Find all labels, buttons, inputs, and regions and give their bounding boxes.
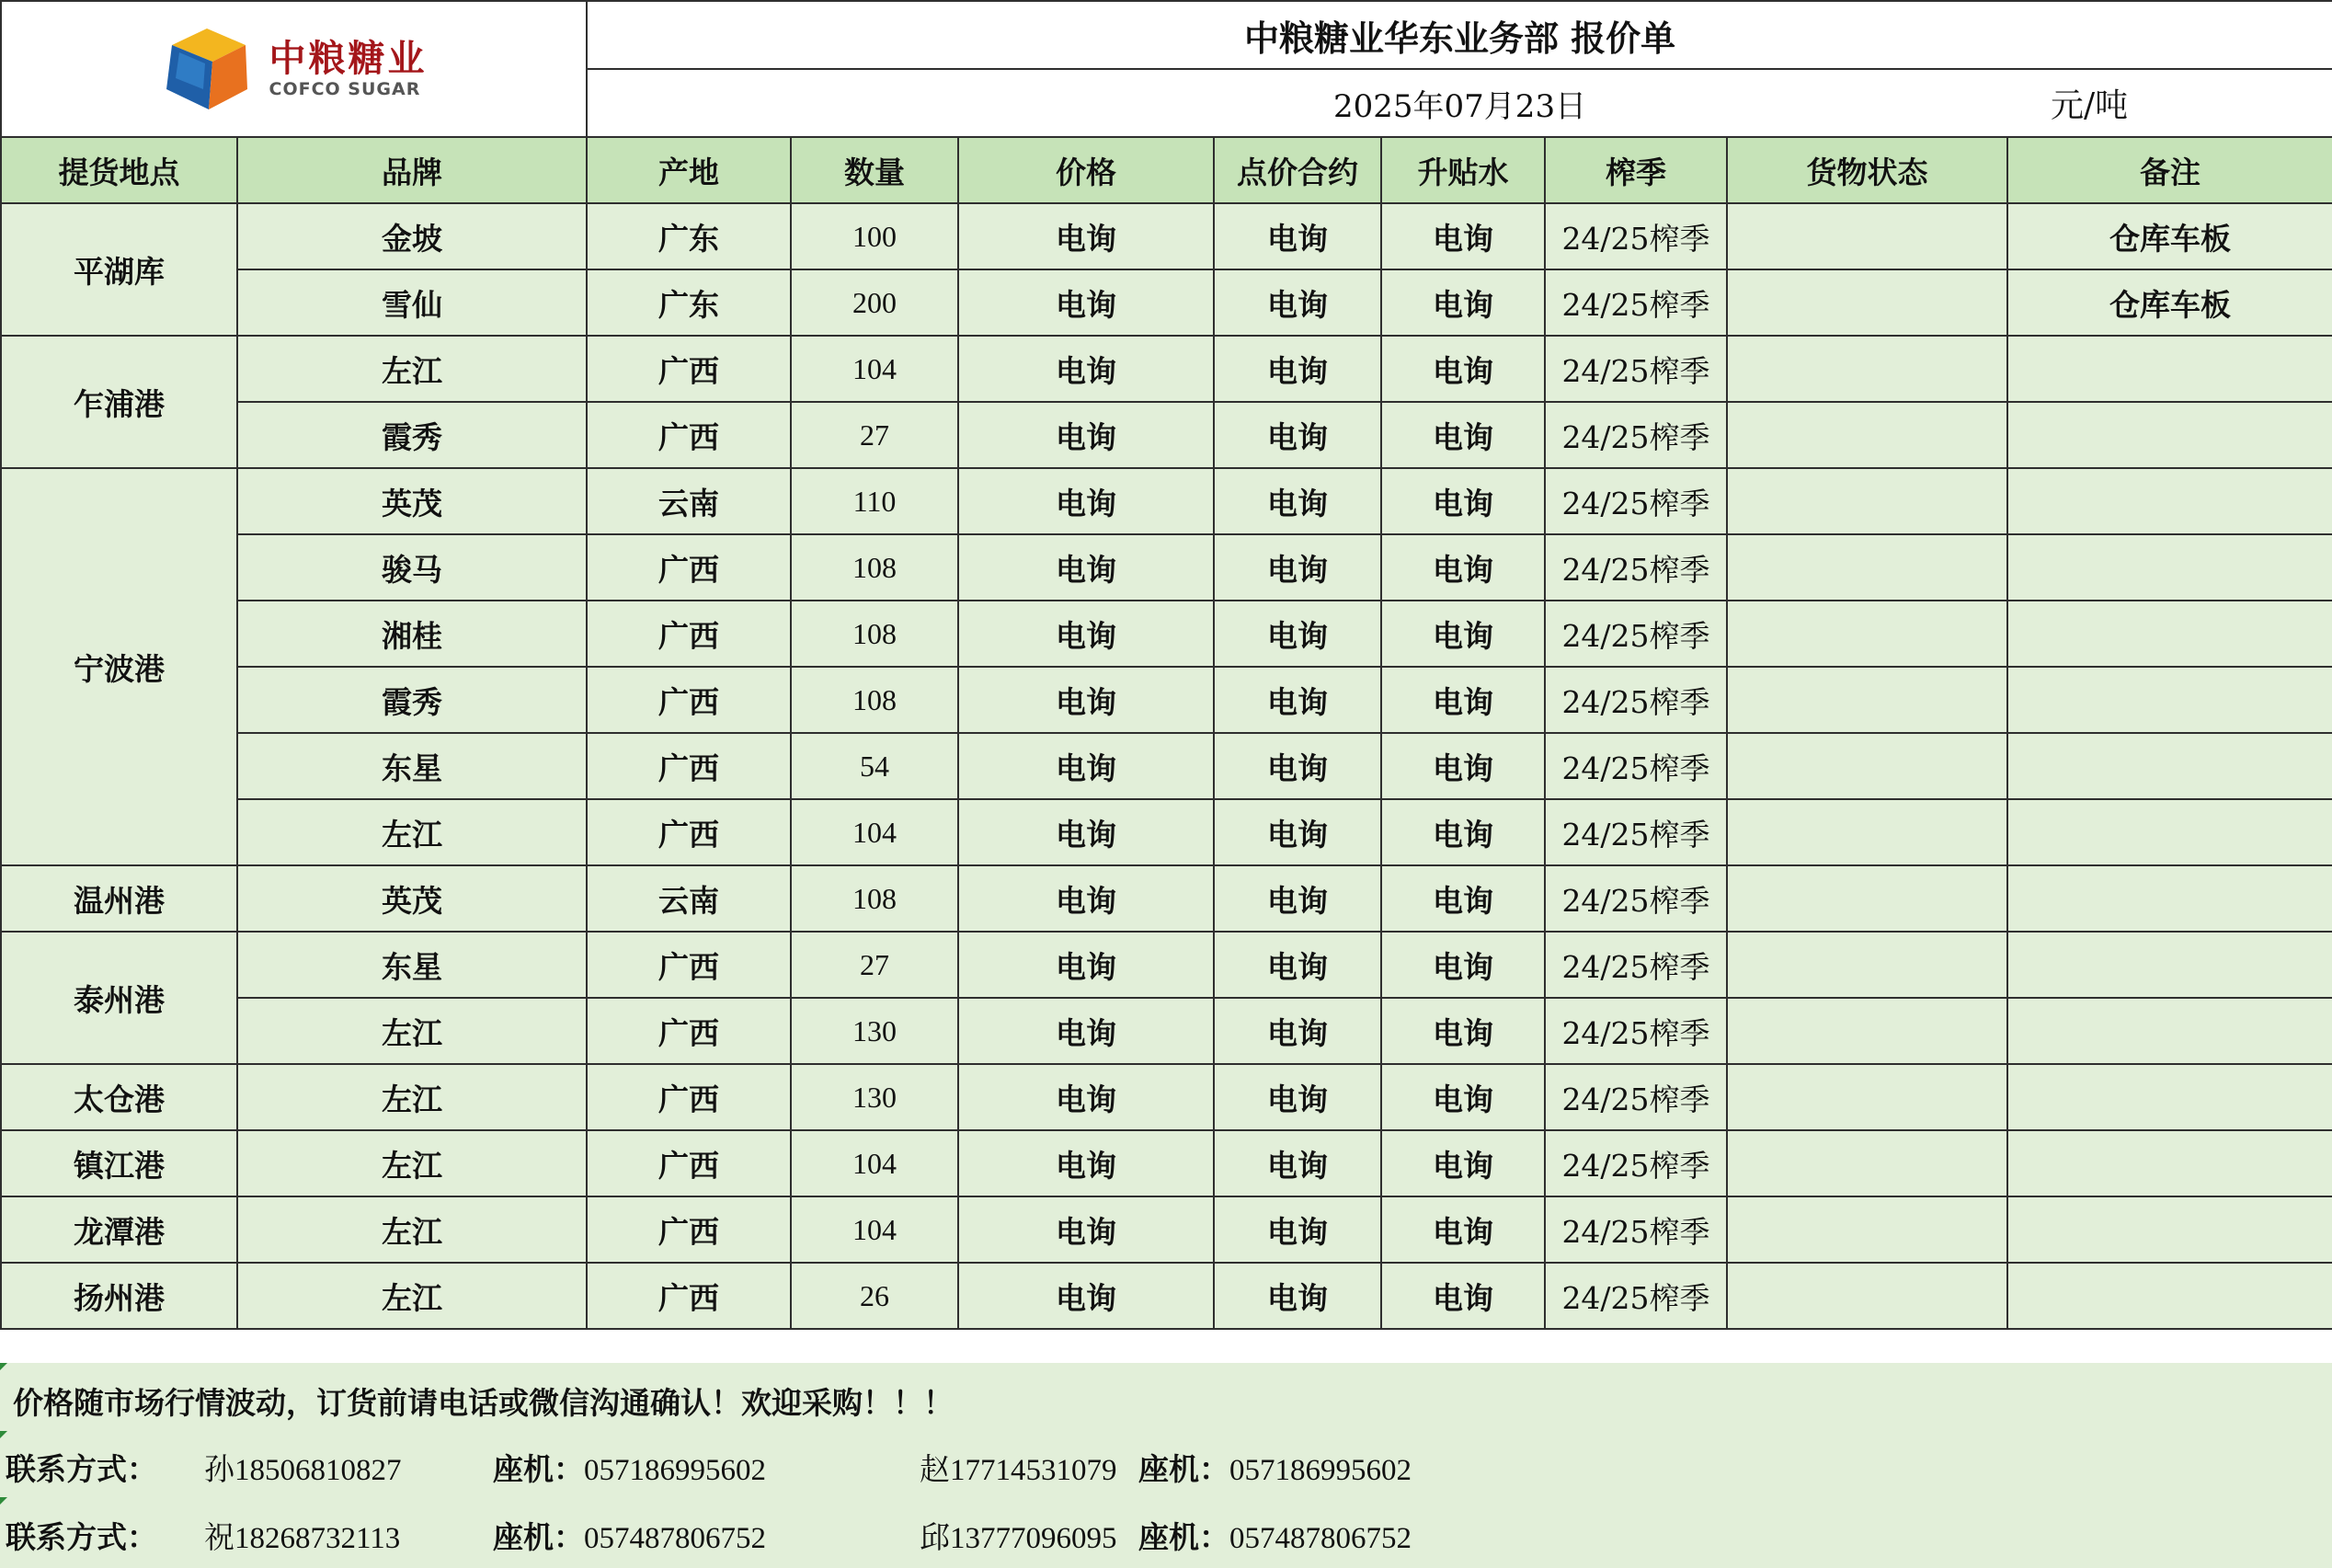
brand-cell: 左江	[237, 998, 587, 1064]
season-cell: 24/25榨季	[1545, 667, 1727, 733]
table-row	[1, 601, 2332, 667]
column-header: 榨季	[1545, 137, 1727, 203]
note-cell	[2007, 336, 2332, 402]
landline: 座机：057487806752	[1138, 1519, 1412, 1555]
contract-cell: 电询	[1214, 468, 1381, 534]
note-cell	[2007, 799, 2332, 865]
note-cell	[2007, 865, 2332, 932]
quantity-cell: 130	[791, 998, 958, 1064]
origin-cell: 广西	[587, 932, 791, 998]
table-row	[1, 336, 2332, 402]
note-cell: 仓库车板	[2007, 203, 2332, 269]
basis-cell: 电询	[1381, 1064, 1545, 1130]
price-cell: 电询	[958, 534, 1214, 601]
basis-cell: 电询	[1381, 932, 1545, 998]
table-row	[1, 998, 2332, 1064]
quantity-cell: 54	[791, 733, 958, 799]
season-cell: 24/25榨季	[1545, 1064, 1727, 1130]
season-cell: 24/25榨季	[1545, 468, 1727, 534]
contract-cell: 电询	[1214, 402, 1381, 468]
note-cell: 仓库车板	[2007, 269, 2332, 336]
origin-cell: 广西	[587, 1064, 791, 1130]
season-cell: 24/25榨季	[1545, 932, 1727, 998]
contract-cell: 电询	[1214, 1196, 1381, 1263]
table-row	[1, 1064, 2332, 1130]
season-cell: 24/25榨季	[1545, 1130, 1727, 1196]
origin-cell: 广东	[587, 203, 791, 269]
brand-cell: 霞秀	[237, 667, 587, 733]
season-cell: 24/25榨季	[1545, 534, 1727, 601]
contract-cell: 电询	[1214, 932, 1381, 998]
status-cell	[1727, 468, 2007, 534]
brand-cell: 左江	[237, 1196, 587, 1263]
basis-cell: 电询	[1381, 269, 1545, 336]
sheet-title: 中粮糖业华东业务部 报价单	[587, 1, 2332, 69]
status-cell	[1727, 932, 2007, 998]
season-cell: 24/25榨季	[1545, 402, 1727, 468]
status-cell	[1727, 402, 2007, 468]
price-cell: 电询	[958, 865, 1214, 932]
contact-label: 联系方式：	[6, 1451, 157, 1487]
table-row	[1, 667, 2332, 733]
basis-cell: 电询	[1381, 468, 1545, 534]
origin-cell: 广西	[587, 336, 791, 402]
price-unit: 元/吨	[2050, 86, 2129, 125]
origin-cell: 广西	[587, 402, 791, 468]
origin-cell: 广东	[587, 269, 791, 336]
status-cell	[1727, 998, 2007, 1064]
season-cell: 24/25榨季	[1545, 799, 1727, 865]
table-row	[1, 468, 2332, 534]
brand-cell: 东星	[237, 932, 587, 998]
price-cell: 电询	[958, 336, 1214, 402]
price-cell: 电询	[958, 998, 1214, 1064]
price-cell: 电询	[958, 932, 1214, 998]
location-cell: 龙潭港	[1, 1196, 237, 1263]
table-row	[1, 865, 2332, 932]
quantity-cell: 104	[791, 799, 958, 865]
price-notice: 价格随市场行情波动，订货前请电话或微信沟通确认！欢迎采购！！！	[13, 1385, 954, 1421]
status-cell	[1727, 865, 2007, 932]
note-cell	[2007, 601, 2332, 667]
brand-cell: 左江	[237, 336, 587, 402]
contact-mobile: 孙18506810827	[204, 1454, 402, 1487]
quantity-cell: 108	[791, 865, 958, 932]
location-cell: 泰州港	[1, 932, 237, 1064]
basis-cell: 电询	[1381, 865, 1545, 932]
contract-cell: 电询	[1214, 336, 1381, 402]
note-cell	[2007, 1064, 2332, 1130]
contact-mobile: 邱13777096095	[920, 1522, 1117, 1555]
basis-cell: 电询	[1381, 203, 1545, 269]
origin-cell: 广西	[587, 998, 791, 1064]
table-row	[1, 932, 2332, 998]
date-row	[587, 69, 2332, 137]
location-cell: 乍浦港	[1, 336, 237, 468]
table-row	[1, 799, 2332, 865]
location-cell: 镇江港	[1, 1130, 237, 1196]
brand-cell: 金坡	[237, 203, 587, 269]
location-cell: 平湖库	[1, 203, 237, 336]
basis-cell: 电询	[1381, 1130, 1545, 1196]
footer	[0, 1363, 2332, 1568]
season-cell: 24/25榨季	[1545, 601, 1727, 667]
status-cell	[1727, 336, 2007, 402]
basis-cell: 电询	[1381, 402, 1545, 468]
table-row	[1, 534, 2332, 601]
column-header: 货物状态	[1727, 137, 2007, 203]
origin-cell: 广西	[587, 1196, 791, 1263]
status-cell	[1727, 733, 2007, 799]
landline: 座机：057186995602	[1138, 1451, 1412, 1487]
origin-cell: 广西	[587, 667, 791, 733]
note-cell	[2007, 998, 2332, 1064]
contract-cell: 电询	[1214, 534, 1381, 601]
note-cell	[2007, 733, 2332, 799]
season-cell: 24/25榨季	[1545, 269, 1727, 336]
quantity-cell: 108	[791, 667, 958, 733]
quantity-cell: 104	[791, 336, 958, 402]
origin-cell: 广西	[587, 799, 791, 865]
quantity-cell: 26	[791, 1263, 958, 1329]
logo-en-text: COFCO SUGAR	[269, 79, 421, 99]
contract-cell: 电询	[1214, 269, 1381, 336]
basis-cell: 电询	[1381, 1196, 1545, 1263]
quantity-cell: 27	[791, 932, 958, 998]
basis-cell: 电询	[1381, 667, 1545, 733]
price-cell: 电询	[958, 269, 1214, 336]
price-cell: 电询	[958, 402, 1214, 468]
contract-cell: 电询	[1214, 733, 1381, 799]
table-row	[1, 203, 2332, 269]
note-cell	[2007, 402, 2332, 468]
brand-cell: 骏马	[237, 534, 587, 601]
table-row	[1, 1263, 2332, 1329]
contract-cell: 电询	[1214, 203, 1381, 269]
cube-logo-icon	[161, 25, 253, 113]
status-cell	[1727, 1064, 2007, 1130]
column-header: 数量	[791, 137, 958, 203]
table-row	[1, 1196, 2332, 1263]
basis-cell: 电询	[1381, 733, 1545, 799]
contract-cell: 电询	[1214, 998, 1381, 1064]
note-cell	[2007, 1130, 2332, 1196]
origin-cell: 广西	[587, 601, 791, 667]
quantity-cell: 104	[791, 1130, 958, 1196]
logo-cn-text: 中粮糖业	[269, 38, 428, 80]
landline: 座机：057186995602	[493, 1451, 766, 1487]
contract-cell: 电询	[1214, 1064, 1381, 1130]
status-cell	[1727, 269, 2007, 336]
status-cell	[1727, 1196, 2007, 1263]
column-header: 点价合约	[1214, 137, 1381, 203]
basis-cell: 电询	[1381, 336, 1545, 402]
status-cell	[1727, 601, 2007, 667]
column-header: 升贴水	[1381, 137, 1545, 203]
contract-cell: 电询	[1214, 799, 1381, 865]
season-cell: 24/25榨季	[1545, 336, 1727, 402]
season-cell: 24/25榨季	[1545, 865, 1727, 932]
location-cell: 扬州港	[1, 1263, 237, 1329]
brand-cell: 霞秀	[237, 402, 587, 468]
brand-cell: 左江	[237, 1064, 587, 1130]
status-cell	[1727, 667, 2007, 733]
quantity-cell: 27	[791, 402, 958, 468]
origin-cell: 云南	[587, 865, 791, 932]
quantity-cell: 200	[791, 269, 958, 336]
column-header: 价格	[958, 137, 1214, 203]
table-row	[1, 1130, 2332, 1196]
logo-area	[1, 1, 587, 137]
brand-cell: 左江	[237, 1130, 587, 1196]
column-header: 品牌	[237, 137, 587, 203]
price-cell: 电询	[958, 1064, 1214, 1130]
quantity-cell: 100	[791, 203, 958, 269]
season-cell: 24/25榨季	[1545, 1196, 1727, 1263]
column-header: 备注	[2007, 137, 2332, 203]
quantity-cell: 108	[791, 534, 958, 601]
origin-cell: 广西	[587, 534, 791, 601]
season-cell: 24/25榨季	[1545, 733, 1727, 799]
price-cell: 电询	[958, 799, 1214, 865]
season-cell: 24/25榨季	[1545, 203, 1727, 269]
contract-cell: 电询	[1214, 1263, 1381, 1329]
column-header: 提货地点	[1, 137, 237, 203]
header-row	[1, 137, 2332, 203]
location-cell: 温州港	[1, 865, 237, 932]
note-cell	[2007, 534, 2332, 601]
quote-date: 2025年07月23日	[1333, 87, 1587, 125]
note-cell	[2007, 1196, 2332, 1263]
contract-cell: 电询	[1214, 601, 1381, 667]
location-cell: 宁波港	[1, 468, 237, 865]
brand-cell: 英茂	[237, 468, 587, 534]
origin-cell: 广西	[587, 733, 791, 799]
price-cell: 电询	[958, 1196, 1214, 1263]
contact-mobile: 祝18268732113	[204, 1522, 401, 1555]
contract-cell: 电询	[1214, 865, 1381, 932]
price-cell: 电询	[958, 667, 1214, 733]
status-cell	[1727, 203, 2007, 269]
price-cell: 电询	[958, 203, 1214, 269]
note-cell	[2007, 468, 2332, 534]
brand-cell: 雪仙	[237, 269, 587, 336]
table-row	[1, 402, 2332, 468]
price-cell: 电询	[958, 1130, 1214, 1196]
contact-label: 联系方式：	[6, 1519, 157, 1555]
brand-cell: 东星	[237, 733, 587, 799]
status-cell	[1727, 1263, 2007, 1329]
quantity-cell: 110	[791, 468, 958, 534]
landline: 座机：057487806752	[493, 1519, 766, 1555]
price-cell: 电询	[958, 733, 1214, 799]
column-header: 产地	[587, 137, 791, 203]
status-cell	[1727, 534, 2007, 601]
season-cell: 24/25榨季	[1545, 998, 1727, 1064]
basis-cell: 电询	[1381, 1263, 1545, 1329]
quantity-cell: 108	[791, 601, 958, 667]
basis-cell: 电询	[1381, 601, 1545, 667]
contact-mobile: 赵17714531079	[920, 1454, 1117, 1487]
contract-cell: 电询	[1214, 667, 1381, 733]
quantity-cell: 104	[791, 1196, 958, 1263]
basis-cell: 电询	[1381, 998, 1545, 1064]
price-cell: 电询	[958, 468, 1214, 534]
note-cell	[2007, 932, 2332, 998]
origin-cell: 广西	[587, 1130, 791, 1196]
note-cell	[2007, 1263, 2332, 1329]
status-cell	[1727, 799, 2007, 865]
status-cell	[1727, 1130, 2007, 1196]
origin-cell: 广西	[587, 1263, 791, 1329]
location-cell: 太仓港	[1, 1064, 237, 1130]
brand-cell: 湘桂	[237, 601, 587, 667]
table-row	[1, 269, 2332, 336]
table-row	[1, 733, 2332, 799]
basis-cell: 电询	[1381, 799, 1545, 865]
brand-cell: 左江	[237, 799, 587, 865]
note-cell	[2007, 667, 2332, 733]
quantity-cell: 130	[791, 1064, 958, 1130]
origin-cell: 云南	[587, 468, 791, 534]
season-cell: 24/25榨季	[1545, 1263, 1727, 1329]
basis-cell: 电询	[1381, 534, 1545, 601]
company-logo	[2, 25, 586, 113]
brand-cell: 英茂	[237, 865, 587, 932]
contract-cell: 电询	[1214, 1130, 1381, 1196]
price-cell: 电询	[958, 601, 1214, 667]
brand-cell: 左江	[237, 1263, 587, 1329]
price-cell: 电询	[958, 1263, 1214, 1329]
